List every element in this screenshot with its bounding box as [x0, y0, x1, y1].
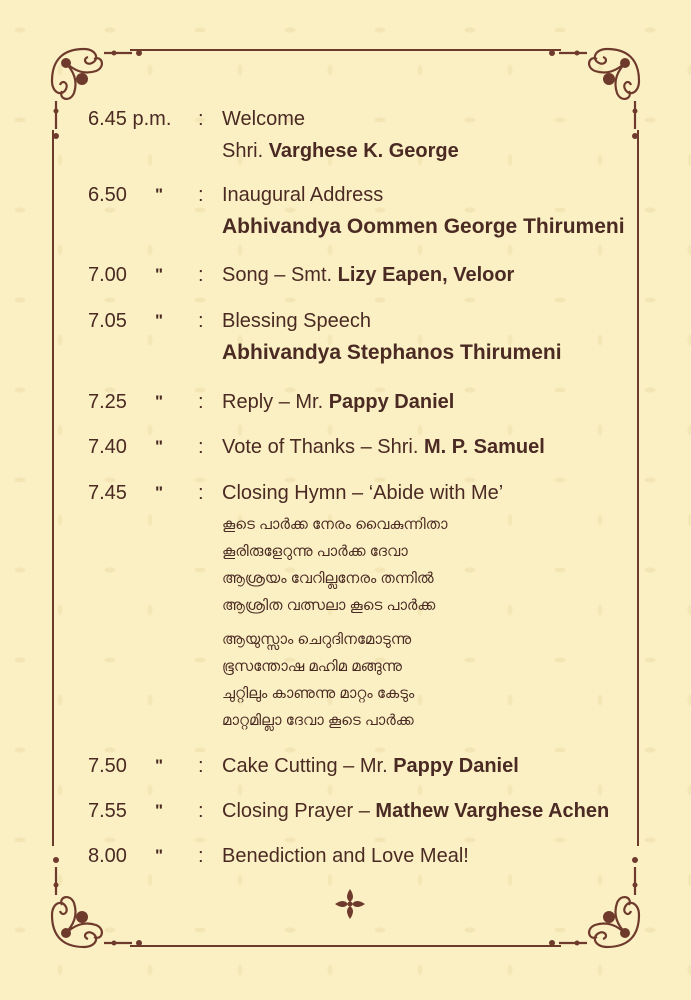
- row-title: Closing Hymn – ‘Abide with Me’: [222, 482, 504, 504]
- row-person-name: Lizy Eapen, Veloor: [337, 264, 515, 286]
- hymn-line: ആശ്രിത വത്സലാ കൂടെ പാർക്ക: [222, 597, 436, 614]
- row-person-prefix: Shri.: [222, 140, 269, 162]
- row-title-text: Song – Smt.: [222, 264, 338, 286]
- hymn-line: ആയുസ്സാം ചെറുദിനമോടുന്നു: [222, 631, 412, 648]
- frame-top-border: [130, 49, 561, 51]
- fleuron-ornament-icon: [333, 887, 367, 921]
- ditto-mark: ": [155, 756, 164, 775]
- row-time: 7.45: [88, 482, 127, 504]
- hymn-line: ആശ്രയം വേറില്ലനേരം തന്നിൽ: [222, 570, 434, 587]
- ditto-mark: ": [155, 846, 164, 865]
- row-person-name: Varghese K. George: [268, 140, 459, 162]
- row-person-name: Pappy Daniel: [328, 391, 455, 413]
- row-colon: :: [198, 800, 204, 822]
- hymn-line: കൂടെ പാർക്ക നേരം വൈകുന്നിതാ: [222, 516, 448, 533]
- row-title: [222, 435, 545, 459]
- corner-ornament-icon: [547, 855, 647, 955]
- row-title: [222, 799, 609, 823]
- row-colon: :: [198, 391, 204, 413]
- ditto-mark: ": [155, 801, 164, 820]
- row-time: 7.55: [88, 800, 127, 822]
- row-colon: :: [198, 845, 204, 867]
- row-colon: :: [198, 264, 204, 286]
- row-title: Welcome: [222, 108, 305, 130]
- row-time: 7.05: [88, 310, 127, 332]
- row-title-text: Reply – Mr.: [222, 391, 329, 413]
- hymn-line: കൂരിരുളേറുന്നു പാർക്ക ദേവാ: [222, 543, 408, 560]
- row-colon: :: [198, 108, 204, 130]
- row-title-text: Closing Prayer –: [222, 800, 376, 822]
- ditto-mark: ": [155, 265, 164, 284]
- row-person-name: M. P. Samuel: [423, 436, 545, 458]
- row-time: 8.00: [88, 845, 127, 867]
- row-title: [222, 390, 454, 414]
- row-title-text: Cake Cutting – Mr.: [222, 755, 394, 777]
- row-time: 7.25: [88, 391, 127, 413]
- frame-bottom-border: [130, 945, 561, 947]
- row-time: 7.00: [88, 264, 127, 286]
- corner-ornament-icon: [44, 855, 144, 955]
- row-person-name: Abhivandya Stephanos Thirumeni: [222, 341, 562, 364]
- row-title: Benediction and Love Meal!: [222, 845, 469, 867]
- ditto-mark: ": [155, 311, 164, 330]
- row-time: 7.40: [88, 436, 127, 458]
- row-colon: :: [198, 755, 204, 777]
- row-title-text: Vote of Thanks – Shri.: [222, 436, 424, 458]
- corner-ornament-icon: [547, 41, 647, 141]
- ditto-mark: ": [155, 185, 164, 204]
- row-title: [222, 263, 514, 287]
- ditto-mark: ": [155, 483, 164, 502]
- row-colon: :: [198, 436, 204, 458]
- ditto-mark: ": [155, 392, 164, 411]
- row-person-name: Abhivandya Oommen George Thirumeni: [222, 215, 625, 238]
- frame-left-border: [52, 130, 54, 846]
- row-title: Blessing Speech: [222, 310, 371, 332]
- row-colon: :: [198, 482, 204, 504]
- row-person-name: Pappy Daniel: [393, 755, 519, 777]
- row-person: [222, 139, 459, 163]
- ditto-mark: ": [155, 437, 164, 456]
- row-person-name: Mathew Varghese Achen: [375, 800, 610, 822]
- row-time: 6.50: [88, 184, 127, 206]
- hymn-line: മാറ്റമില്ലാ ദേവാ കൂടെ പാർക്ക: [222, 712, 414, 729]
- row-colon: :: [198, 310, 204, 332]
- row-time: 6.45 p.m.: [88, 108, 172, 130]
- frame-right-border: [637, 130, 639, 846]
- hymn-line: ഭൂസന്തോഷ മഹിമ മങ്ങുന്നു: [222, 658, 402, 675]
- row-colon: :: [198, 184, 204, 206]
- row-time: 7.50: [88, 755, 127, 777]
- row-title: Inaugural Address: [222, 184, 384, 206]
- row-title: [222, 754, 519, 778]
- hymn-line: ചുറ്റിലും കാണുന്നു മാറ്റം കേടും: [222, 685, 415, 702]
